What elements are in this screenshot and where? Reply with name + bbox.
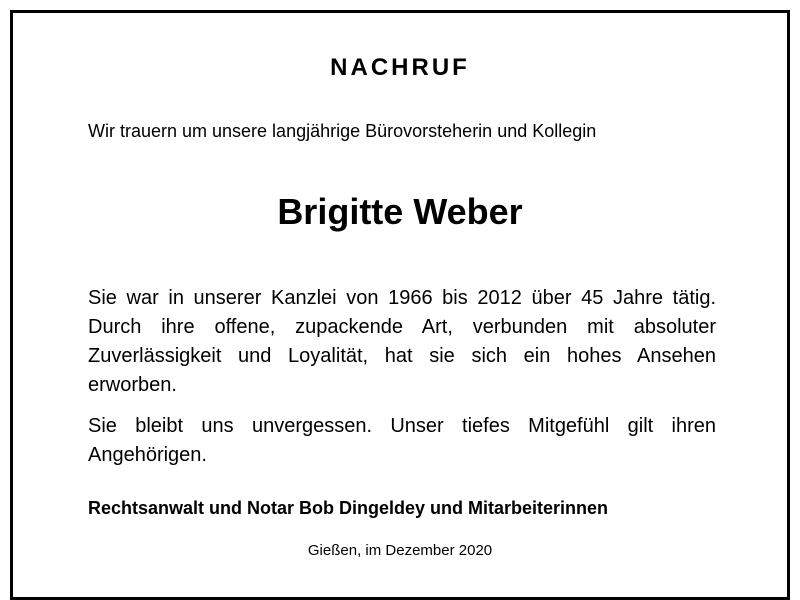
deceased-name: Brigitte Weber <box>277 191 523 232</box>
place-date: Gießen, im Dezember 2020 <box>307 542 493 559</box>
tribute-paragraph: Sie war in unserer Kanzlei von 1966 bis 2012 über 45 Jahre tätig. Durch ihre offene, zupackende Art, verbunden mit absoluter Zuverlässigkeit und Loyalität, hat sie sich ein hohes Ansehen erworben. <box>88 287 716 396</box>
signature-line: Rechtsanwalt und Notar Bob Dingeldey und Mitarbeiterinnen <box>88 498 609 518</box>
condolence-paragraph: Sie bleibt uns unvergessen. Unser tiefes Mitgefühl gilt ihren Angehörigen. <box>88 415 716 466</box>
notice-title: NACHRUF <box>330 54 470 81</box>
intro-text: Wir trauern um unsere langjährige Bürovorsteherin und Kollegin <box>88 121 597 141</box>
